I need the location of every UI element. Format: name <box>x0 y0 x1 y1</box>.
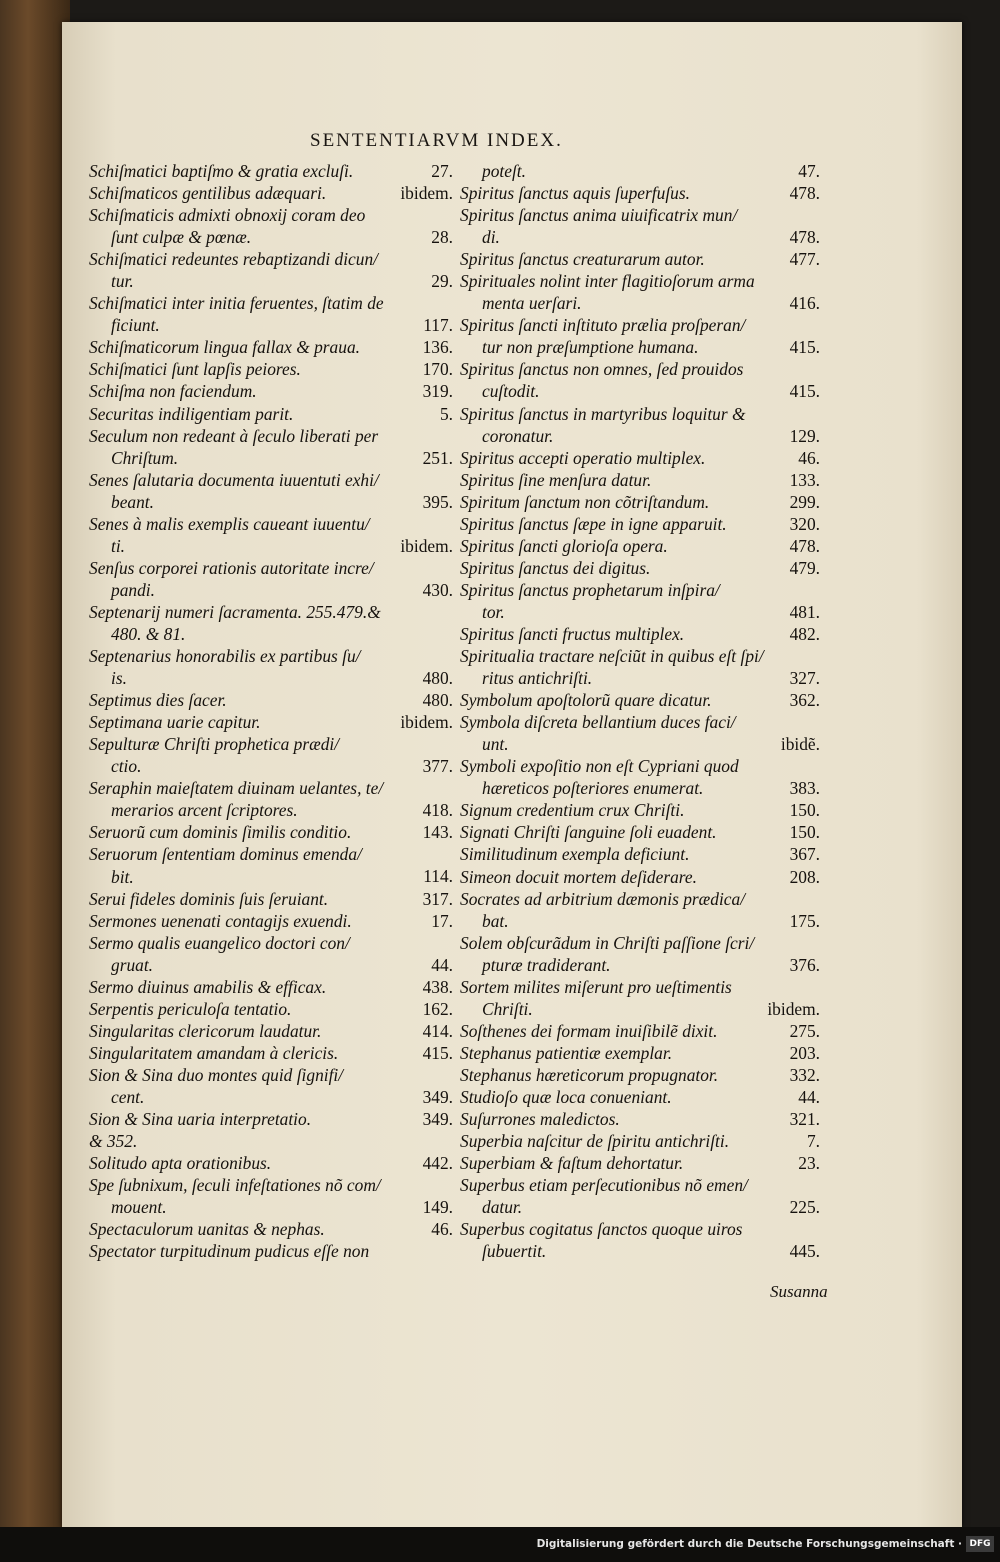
index-entry <box>89 160 453 182</box>
entry-page-number: 27. <box>431 161 453 181</box>
entry-page-number: 367. <box>789 844 820 865</box>
index-entry <box>460 711 820 755</box>
entry-text: Symboli expoſitio non eſt Cypriani quod <box>460 756 739 777</box>
entry-text: Stephanus hæreticorum propugnator. <box>460 1064 719 1085</box>
entry-page-number: 175. <box>789 910 820 931</box>
entry-page-number: 349. <box>422 1086 453 1107</box>
index-entry <box>460 1174 820 1218</box>
entry-page-number: 438. <box>422 976 453 997</box>
index-entry <box>460 1218 820 1262</box>
index-entry <box>89 1064 453 1108</box>
index-entry <box>89 888 453 910</box>
background-left <box>0 0 70 1562</box>
entry-text: Seruorum ſententiam dominus emenda/ <box>89 844 362 865</box>
index-entry <box>460 821 820 843</box>
index-entry <box>460 182 820 204</box>
entry-continuation: ſunt culpæ & pœnæ. <box>111 227 252 248</box>
entry-text: Similitudinum exempla deficiunt. <box>460 844 690 865</box>
index-entry <box>89 910 453 932</box>
entry-text: Securitas indiligentiam parit. <box>89 403 294 424</box>
entry-page-number: 481. <box>789 601 820 622</box>
right-column <box>460 160 820 1262</box>
index-entry <box>89 601 453 645</box>
entry-page-number: 275. <box>789 1020 820 1041</box>
entry-text: Seculum non redeant à ſeculo liberati per <box>89 425 379 446</box>
entry-page-number: 44. <box>798 1086 820 1107</box>
index-entry <box>460 1108 820 1130</box>
entry-page-number: 17. <box>431 910 453 931</box>
entry-continuation: menta uerſari. <box>482 293 582 314</box>
entry-continuation: datur. <box>482 1197 523 1218</box>
entry-text: Schiſmatici ſunt lapſis peiores. <box>89 359 301 380</box>
index-entry <box>89 1174 453 1218</box>
entry-page-number: 377. <box>422 756 453 777</box>
index-entry <box>460 976 820 1020</box>
entry-text: Spectaculorum uanitas & nephas. <box>89 1219 325 1240</box>
entry-text: Schiſmatici redeuntes rebaptizandi dicun/ <box>89 249 378 270</box>
entry-page-number: 149. <box>422 1197 453 1218</box>
entry-text: Socrates ad arbitrium dæmonis prædica/ <box>460 888 746 909</box>
entry-text: Spirituales nolint inter flagitioſorum arma <box>460 271 755 292</box>
index-entry <box>89 1240 453 1262</box>
entry-continuation: ti. <box>111 535 126 556</box>
entry-text: Schiſmaticis admixti obnoxij coram deo <box>89 205 366 226</box>
entry-page-number: 319. <box>422 381 453 402</box>
entry-text: Sermo qualis euangelico doctori con/ <box>89 932 350 953</box>
index-entry <box>89 469 453 513</box>
entry-text: Schiſmatici inter initia feruentes, ſtatim de <box>89 293 384 314</box>
entry-text: Simeon docuit mortem deſiderare. <box>460 866 697 887</box>
entry-page-number: 395. <box>422 491 453 512</box>
index-entry <box>460 270 820 314</box>
index-entry <box>460 557 820 579</box>
index-entry <box>460 447 820 469</box>
index-entry <box>460 888 820 932</box>
entry-text: Spiritus ſanctus anima uiuificatrix mun/ <box>460 205 738 226</box>
entry-text: Septenarij numeri ſacramenta. 255.479.& <box>89 601 381 622</box>
entry-page-number: 133. <box>789 469 820 490</box>
entry-continuation: merarios arcent ſcriptores. <box>111 800 298 821</box>
entry-page-number: 415. <box>789 337 820 358</box>
entry-page-number: ibidem. <box>400 183 453 204</box>
entry-page-number: 28. <box>431 227 453 248</box>
index-entry <box>460 623 820 645</box>
footer-bar <box>0 1527 1000 1562</box>
entry-page-number: 478. <box>789 535 820 556</box>
index-entry <box>460 314 820 358</box>
index-entry <box>460 1086 820 1108</box>
entry-text: Spiritus ſancti inſtituto prælia proſperan/ <box>460 315 746 336</box>
entry-page-number: 299. <box>789 491 820 512</box>
index-entry <box>460 799 820 821</box>
entry-text: Spiritus ſanctus prophetarum inſpira/ <box>460 579 720 600</box>
entry-text: Spectator turpitudinum pudicus eſſe non <box>89 1241 370 1262</box>
entry-page-number: 5. <box>439 403 453 424</box>
entry-text: Spiritus ſine menſura datur. <box>460 469 652 490</box>
entry-text: Spiritus ſanctus dei digitus. <box>460 557 651 578</box>
index-entry <box>89 777 453 821</box>
index-entry <box>89 689 453 711</box>
entry-continuation: tur. <box>111 271 134 292</box>
index-entry <box>460 843 820 865</box>
index-entry <box>460 689 820 711</box>
entry-page-number: 117. <box>423 315 453 336</box>
entry-continuation: beant. <box>111 491 154 512</box>
entry-text: Schiſmaticorum lingua fallax & praua. <box>89 337 360 358</box>
entry-continuation: is. <box>111 668 127 689</box>
entry-continuation: ritus antichriſti. <box>482 668 593 689</box>
entry-text: Serpentis periculoſa tentatio. <box>89 998 292 1019</box>
entry-page-number: 478. <box>789 227 820 248</box>
entry-page-number: 208. <box>789 866 820 887</box>
entry-continuation: tor. <box>482 601 505 622</box>
entry-page-number: 129. <box>789 425 820 446</box>
index-entry <box>460 1042 820 1064</box>
entry-text: Seruorũ cum dominis ſimilis conditio. <box>89 822 352 843</box>
entry-page-number: ibidem. <box>400 535 453 556</box>
index-entry <box>460 535 820 557</box>
entry-page-number: 143. <box>422 822 453 843</box>
entry-text: Senes ſalutaria documenta iuuentuti exhi/ <box>89 469 379 490</box>
index-entry <box>460 866 820 888</box>
entry-text: Sion & Sina uaria interpretatio. <box>89 1109 312 1130</box>
entry-text: Schiſmatici baptiſmo & gratia excluſi. <box>89 161 354 181</box>
entry-text: Suſurrones maledictos. <box>460 1109 620 1130</box>
entry-continuation: ſubuertit. <box>482 1241 547 1262</box>
index-entry <box>89 733 453 777</box>
dfg-logo: DFG <box>966 1536 994 1552</box>
entry-page-number: 203. <box>789 1042 820 1063</box>
entry-page-number: 7. <box>806 1131 820 1152</box>
entry-page-number: 415. <box>422 1042 453 1063</box>
index-entry <box>89 336 453 358</box>
entry-continuation: pandi. <box>111 579 155 600</box>
entry-page-number: 416. <box>789 293 820 314</box>
entry-page-number: 320. <box>789 513 820 534</box>
entry-text: Senſus corporei rationis autoritate incre/ <box>89 557 374 578</box>
entry-page-number: 478. <box>789 183 820 204</box>
entry-text: Solitudo apta orationibus. <box>89 1153 272 1174</box>
index-entry <box>460 204 820 248</box>
entry-continuation: cent. <box>111 1086 145 1107</box>
entry-text: Solem obſcurãdum in Chriſti paſſione ſcri/ <box>460 932 755 953</box>
entry-text: Symbola diſcreta bellantium duces faci/ <box>460 712 736 733</box>
entry-text: Sermones uenenati contagijs exuendi. <box>89 910 352 931</box>
entry-text: Schiſma non faciendum. <box>89 381 257 402</box>
entry-page-number: 480. <box>422 690 453 711</box>
entry-page-number: 47. <box>798 161 820 181</box>
entry-text: Spiritus ſancti fructus multiplex. <box>460 623 685 644</box>
index-entry <box>460 513 820 535</box>
entry-page-number: 442. <box>422 1153 453 1174</box>
entry-continuation: di. <box>482 227 500 248</box>
entry-text: Superbia naſcitur de ſpiritu antichriſti. <box>460 1131 730 1152</box>
entry-continuation: hæreticos poſteriores enumerat. <box>482 778 704 799</box>
entry-page-number: 418. <box>422 800 453 821</box>
index-entry <box>89 932 453 976</box>
left-column <box>89 160 453 1262</box>
entry-text: Spiritus ſanctus in martyribus loquitur & <box>460 403 746 424</box>
index-entry <box>89 1042 453 1064</box>
index-entry <box>89 711 453 733</box>
entry-text: Septimana uarie capitur. <box>89 712 261 733</box>
entry-text: Spiritus ſanctus creaturarum autor. <box>460 249 705 270</box>
page-header: SENTENTIARVM INDEX. <box>310 130 563 151</box>
index-entry <box>89 1152 453 1174</box>
entry-text: Sion & Sina duo montes quid ſignifi/ <box>89 1064 344 1085</box>
entry-text: Stephanus patientiæ exemplar. <box>460 1042 673 1063</box>
entry-page-number: 170. <box>422 359 453 380</box>
entry-text: Signum credentium crux Chriſti. <box>460 800 685 821</box>
index-entry <box>460 1020 820 1042</box>
entry-page-number: 44. <box>431 954 453 975</box>
index-entry <box>89 292 453 336</box>
entry-page-number: 321. <box>789 1109 820 1130</box>
entry-text: Spiritus accepti operatio multiplex. <box>460 447 706 468</box>
entry-text: Symbolum apoſtolorũ quare dicatur. <box>460 690 712 711</box>
entry-text: Singularitas clericorum laudatur. <box>89 1020 322 1041</box>
entry-page-number: 430. <box>422 579 453 600</box>
entry-continuation: pturæ tradiderant. <box>482 954 611 975</box>
entry-page-number: ibidem. <box>400 712 453 733</box>
entry-text: Singularitatem amandam à clericis. <box>89 1042 339 1063</box>
entry-text: Spiritus ſanctus ſæpe in igne apparuit. <box>460 513 727 534</box>
entry-continuation: unt. <box>482 734 509 755</box>
entry-text: Spe ſubnixum, ſeculi infeſtationes nõ com/ <box>89 1175 381 1196</box>
entry-page-number: 362. <box>789 690 820 711</box>
index-entry <box>89 358 453 380</box>
entry-page-number: 225. <box>789 1197 820 1218</box>
entry-text: Septenarius honorabilis ex partibus ſu/ <box>89 646 361 667</box>
index-entry <box>89 1218 453 1240</box>
entry-page-number: 46. <box>798 447 820 468</box>
index-entry <box>89 182 453 204</box>
entry-text: Superbiam & faſtum dehortatur. <box>460 1153 684 1174</box>
index-entry <box>89 380 453 402</box>
entry-text: Seraphin maieſtatem diuinam uelantes, te/ <box>89 778 384 799</box>
index-entry <box>460 579 820 623</box>
index-entry <box>460 755 820 799</box>
entry-text: Senes à malis exemplis caueant iuuentu/ <box>89 513 370 534</box>
index-entry <box>89 248 453 292</box>
footer-credit: Digitalisierung gefördert durch die Deutsche Forschungsgemeinschaft · <box>536 1538 962 1550</box>
index-entry <box>89 425 453 469</box>
index-entry <box>460 1152 820 1174</box>
index-entry <box>89 204 453 248</box>
index-entry <box>460 248 820 270</box>
index-entry <box>89 557 453 601</box>
entry-page-number: 477. <box>789 249 820 270</box>
entry-continuation: mouent. <box>111 1197 167 1218</box>
entry-text: Sepulturæ Chriſti prophetica prædi/ <box>89 734 340 755</box>
entry-text: Serui fideles dominis ſuis ſeruiant. <box>89 888 329 909</box>
entry-continuation: ctio. <box>111 756 142 777</box>
entry-text: Superbus etiam perſecutionibus nõ emen/ <box>460 1175 748 1196</box>
entry-text: Spiritualia tractare neſciũt in quibus eſt ſpi/ <box>460 646 764 667</box>
entry-page-number: 479. <box>789 557 820 578</box>
index-entry <box>89 645 453 689</box>
entry-page-number: 251. <box>422 447 453 468</box>
entry-page-number: 376. <box>789 954 820 975</box>
entry-continuation: Chriſti. <box>482 998 533 1019</box>
index-entry <box>460 358 820 402</box>
entry-page-number: 332. <box>789 1064 820 1085</box>
entry-continuation: tur non præſumptione humana. <box>482 337 699 358</box>
entry-page-number: 327. <box>789 668 820 689</box>
entry-page-number: 162. <box>422 998 453 1019</box>
index-entry <box>460 160 820 182</box>
index-entry <box>460 645 820 689</box>
index-entry <box>89 403 453 425</box>
index-entry <box>460 469 820 491</box>
entry-page-number: 136. <box>422 337 453 358</box>
entry-continuation: gruat. <box>111 954 154 975</box>
entry-text: Spiritus ſancti glorioſa opera. <box>460 535 668 556</box>
entry-text: Signati Chriſti ſanguine ſoli euadent. <box>460 822 717 843</box>
entry-text: Sermo diuinus amabilis & efficax. <box>89 976 327 997</box>
entry-page-number: 482. <box>789 623 820 644</box>
entry-text: Schiſmaticos gentilibus adæquari. <box>89 183 327 204</box>
entry-page-number: 445. <box>789 1241 820 1262</box>
entry-continuation: cuſtodit. <box>482 381 540 402</box>
entry-text: Septimus dies ſacer. <box>89 690 227 711</box>
index-entry <box>460 1130 820 1152</box>
entry-page-number: 480. <box>422 668 453 689</box>
entry-page-number: ibidem. <box>767 998 820 1019</box>
entry-page-number: 29. <box>431 271 453 292</box>
entry-page-number: 150. <box>789 800 820 821</box>
index-entry <box>460 491 820 513</box>
entry-page-number: 150. <box>789 822 820 843</box>
entry-page-number: 46. <box>431 1219 453 1240</box>
entry-page-number: 317. <box>422 888 453 909</box>
index-entry <box>460 932 820 976</box>
entry-page-number: 415. <box>789 381 820 402</box>
entry-text: Spiritus ſanctus non omnes, ſed prouidos <box>460 359 744 380</box>
entry-text: Soſthenes dei formam inuiſibilẽ dixit. <box>460 1020 718 1041</box>
entry-continuation: 480. & 81. <box>111 623 186 644</box>
index-entry <box>460 1064 820 1086</box>
index-entry <box>89 821 453 843</box>
index-entry <box>89 843 453 887</box>
entry-text: poteſt. <box>482 161 526 181</box>
entry-continuation: ficiunt. <box>111 315 160 336</box>
entry-text: Spiritum ſanctum non cõtriſtandum. <box>460 491 710 512</box>
index-entry <box>460 403 820 447</box>
catchword: Susanna <box>770 1282 828 1301</box>
entry-page-number: 349. <box>422 1109 453 1130</box>
entry-continuation: bat. <box>482 910 509 931</box>
entry-continuation: Chriſtum. <box>111 447 179 468</box>
index-entry <box>89 1020 453 1042</box>
entry-continuation: coronatur. <box>482 425 554 446</box>
entry-text: Spiritus ſanctus aquis ſuperfuſus. <box>460 183 690 204</box>
index-entry <box>89 976 453 998</box>
entry-text: Studioſo quæ loca conueniant. <box>460 1086 672 1107</box>
entry-page-number: 114. <box>423 866 453 887</box>
index-entry <box>89 1130 453 1152</box>
index-entry <box>89 998 453 1020</box>
entry-text: Sortem milites miſerunt pro ueſtimentis <box>460 976 732 997</box>
entry-continuation: bit. <box>111 866 134 887</box>
entry-page-number: 414. <box>422 1020 453 1041</box>
entry-text: & 352. <box>89 1131 138 1152</box>
entry-page-number: 383. <box>789 778 820 799</box>
entry-text: Superbus cogitatus ſanctos quoque uiros <box>460 1219 743 1240</box>
entry-page-number: 23. <box>798 1153 820 1174</box>
entry-page-number: ibidẽ. <box>780 734 820 755</box>
index-entry <box>89 513 453 557</box>
index-entry <box>89 1108 453 1130</box>
